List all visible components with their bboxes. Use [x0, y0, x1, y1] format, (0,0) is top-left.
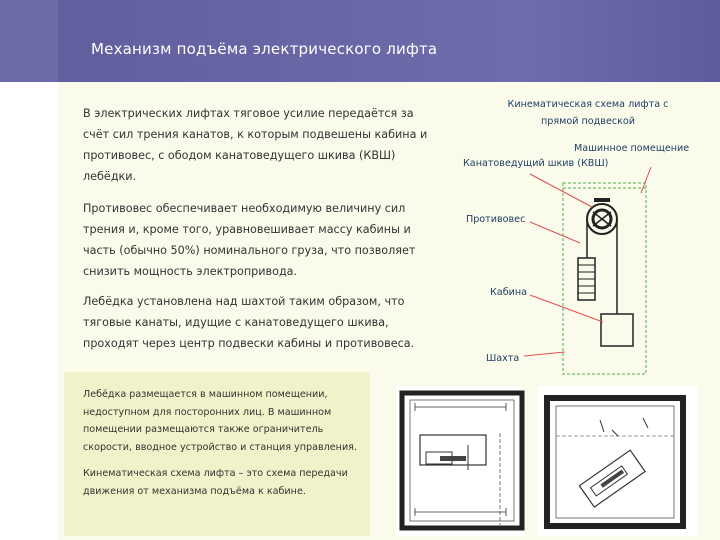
leader-shaft — [524, 352, 565, 356]
paragraph-counterweight: Противовес обеспечивает необходимую величину сил трения и, кроме того, уравновешивает массу кабины и часть (обычно 50%) номинального груза, что позволяет снизить мощность электропривода. — [83, 202, 416, 278]
paragraph-traction: В электрических лифтах тяговое усилие передаётся за счёт сил трения канатов, к которым подвешены кабина и противовес, с ободом канатоведущего шкива (КВШ) лебёдки. — [83, 107, 428, 183]
label-sheave: Канатоведущий шкив (КВШ) — [463, 158, 609, 169]
sheave-mount — [594, 198, 610, 202]
label-cabin: Кабина — [490, 287, 527, 298]
cabin-box — [601, 314, 633, 346]
paragraph-winch: Лебёдка установлена над шахтой таким образом, что тяговые канаты, идущие с канатоведущего шкива, проходят через центр подвески кабины и противовеса. — [83, 295, 415, 350]
diagram-caption: Кинематическая схема лифта с прямой подвеской — [507, 99, 669, 127]
label-machine-room: Машинное помещение — [574, 143, 690, 154]
label-shaft: Шахта — [486, 353, 520, 364]
machine-room-drawing-left — [396, 386, 524, 536]
kinematic-scheme — [524, 167, 651, 374]
leader-counterweight — [530, 222, 580, 243]
leader-cabin — [530, 295, 603, 322]
note-machine-room: Лебёдка размещается в машинном помещении, недоступном для посторонних лиц. В машинном помещении размещаются также ограничитель скорости, вводное устройство и станция управления. — [83, 389, 357, 453]
slide-title: Механизм подъёма электрического лифта — [91, 40, 438, 58]
label-counterweight: Противовес — [466, 214, 526, 225]
leader-sheave — [530, 174, 592, 207]
leader-machine-room — [641, 167, 651, 193]
note-kinematic: Кинематическая схема лифта – это схема передачи движения от механизма подъёма к кабине. — [83, 468, 348, 497]
machine-room-drawing-right — [538, 386, 698, 536]
